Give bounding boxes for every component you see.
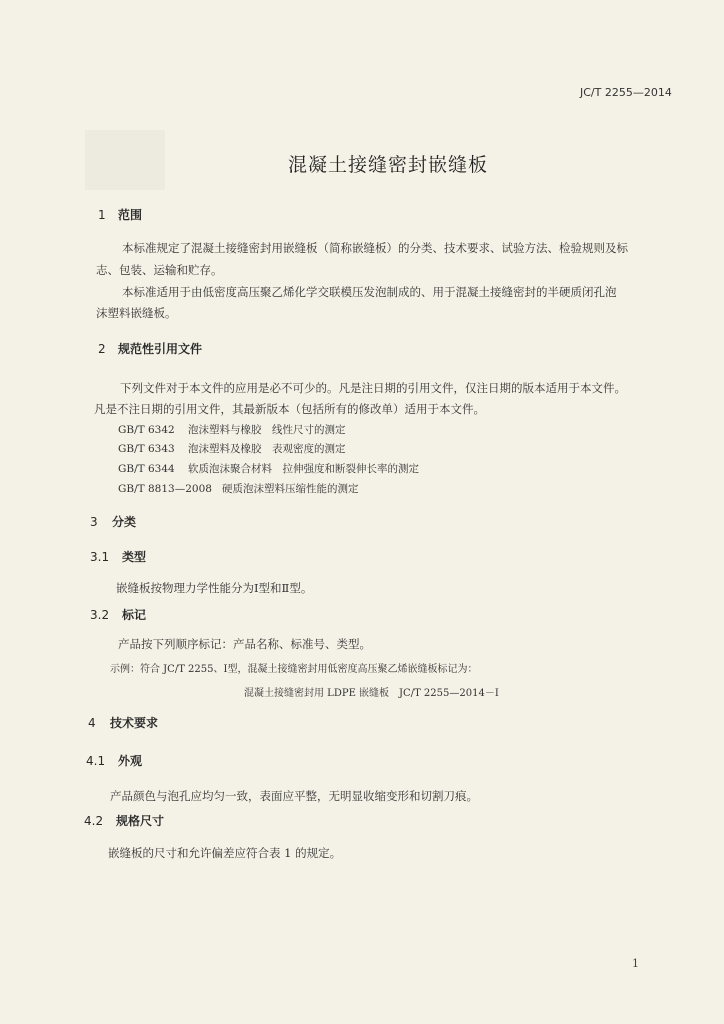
example-mark: 混凝土接缝密封用 LDPE 嵌缝板 JC/T 2255—2014－Ⅰ	[244, 688, 499, 699]
section-title: 类型	[122, 550, 147, 564]
section-title: 规格尺寸	[116, 814, 165, 828]
paragraph-line: 志、包装、运输和贮存。	[96, 263, 223, 277]
paragraph-line: 产品按下列顺序标记：产品名称、标准号、类型。	[118, 637, 371, 651]
example-text: 示例：符合 JC/T 2255、Ⅰ型，混凝土接缝密封用低密度高压聚乙烯嵌缝板标记为：	[110, 664, 478, 675]
section-title: 技术要求	[110, 716, 159, 730]
section-number: 1	[98, 208, 106, 222]
reference-item	[118, 441, 346, 456]
reference-item	[118, 422, 346, 437]
page-number: 1	[632, 957, 639, 970]
document-title: 混凝土接缝密封嵌缝板	[288, 154, 489, 176]
section-4-2-heading	[84, 812, 164, 829]
reference-code: GB/T 6343	[118, 443, 175, 455]
section-number: 2	[98, 342, 106, 356]
paragraph-line: 凡是不注日期的引用文件，其最新版本（包括所有的修改单）适用于本文件。	[94, 402, 485, 416]
standard-number: JC/T 2255—2014	[580, 86, 672, 99]
reference-title: 软质泡沫聚合材料 拉伸强度和断裂伸长率的测定	[188, 463, 419, 475]
reference-code: GB/T 8813—2008	[118, 483, 212, 495]
section-title: 外观	[118, 754, 143, 768]
paragraph-line: 下列文件对于本文件的应用是必不可少的。凡是注日期的引用文件，仅注日期的版本适用于本文件。	[120, 381, 626, 395]
reference-item	[118, 461, 419, 476]
section-4-1-heading	[86, 752, 142, 769]
section-number: 4.1	[86, 754, 106, 768]
section-title: 范围	[118, 208, 143, 222]
section-number: 4.2	[84, 814, 104, 828]
paragraph-line: 产品颜色与泡孔应均匀一致，表面应平整，无明显收缩变形和切割刀痕。	[110, 789, 478, 803]
scan-smudge	[85, 130, 165, 190]
section-3-2-heading	[90, 606, 146, 623]
reference-title: 泡沫塑料及橡胶 表观密度的测定	[188, 443, 346, 455]
section-number: 3	[90, 515, 98, 529]
paragraph-line: 本标准适用于由低密度高压聚乙烯化学交联模压发泡制成的、用于混凝土接缝密封的半硬质闭孔泡	[122, 285, 617, 299]
reference-title: 泡沫塑料与橡胶 线性尺寸的测定	[188, 424, 346, 436]
section-title: 标记	[122, 608, 147, 622]
paragraph-line: 沫塑料嵌缝板。	[96, 306, 177, 320]
reference-item	[118, 481, 359, 496]
reference-code: GB/T 6342	[118, 424, 175, 436]
section-number: 3.2	[90, 608, 110, 622]
section-3-heading	[90, 513, 136, 530]
paragraph-line: 嵌缝板的尺寸和允许偏差应符合表 1 的规定。	[108, 846, 342, 860]
reference-code: GB/T 6344	[118, 463, 175, 475]
paragraph-line: 本标准规定了混凝土接缝密封用嵌缝板（简称嵌缝板）的分类、技术要求、试验方法、检验规则及标	[122, 241, 628, 255]
section-4-heading	[88, 714, 158, 731]
section-1-heading	[98, 206, 142, 223]
paragraph-line: 嵌缝板按物理力学性能分为Ⅰ型和Ⅱ型。	[116, 581, 313, 595]
section-number: 3.1	[90, 550, 110, 564]
section-title: 分类	[112, 515, 137, 529]
section-title: 规范性引用文件	[118, 342, 203, 356]
section-number: 4	[88, 716, 96, 730]
reference-title: 硬质泡沫塑料压缩性能的测定	[222, 483, 359, 495]
section-3-1-heading	[90, 548, 146, 565]
section-2-heading	[98, 340, 202, 357]
